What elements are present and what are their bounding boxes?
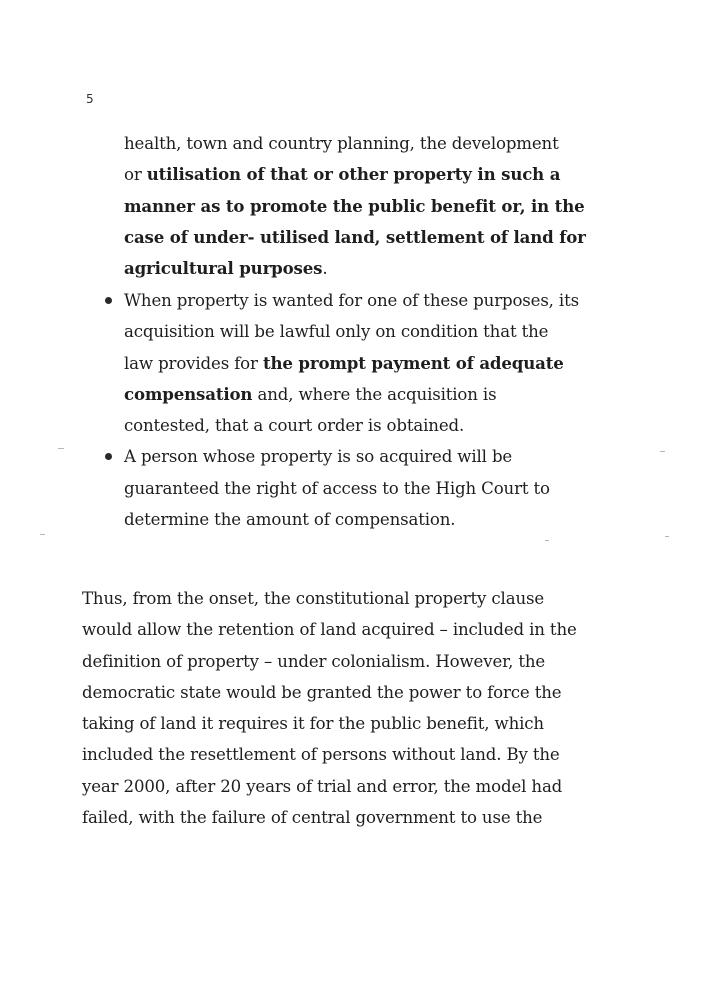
text-line: failed, with the failure of central government to use the bbox=[82, 808, 543, 828]
text-run: determine the amount of compensation. bbox=[124, 510, 456, 530]
text-line: included the resettlement of persons without land. By the bbox=[82, 745, 560, 765]
text-line bbox=[124, 128, 624, 159]
bullet-list bbox=[124, 285, 624, 535]
page-number: 5 bbox=[86, 92, 94, 106]
scan-mark bbox=[665, 536, 669, 537]
text-line bbox=[124, 504, 624, 535]
text-line bbox=[124, 316, 624, 347]
text-line: taking of land it requires it for the public benefit, which bbox=[82, 714, 544, 734]
text-run: When property is wanted for one of these purposes, its bbox=[124, 291, 579, 310]
bold-text-run: case of under- utilised land, settlement of land for bbox=[124, 226, 586, 247]
text-run: contested, that a court order is obtained. bbox=[124, 416, 465, 436]
text-line bbox=[124, 379, 624, 410]
text-line: would allow the retention of land acquired – included in the bbox=[82, 620, 577, 640]
text-line: definition of property – under colonialism. However, the bbox=[82, 651, 546, 671]
bold-text-run: agricultural purposes bbox=[124, 258, 323, 279]
bold-text-run: utilisation of that or other property in such a bbox=[146, 164, 561, 185]
text-run: A person whose property is so acquired will be bbox=[124, 447, 513, 467]
bullet-dot-icon bbox=[105, 297, 112, 304]
text-run: and, where the acquisition is bbox=[252, 384, 497, 404]
text-line bbox=[124, 253, 624, 284]
text-line: Thus, from the onset, the constitutional property clause bbox=[82, 589, 545, 608]
body-paragraph bbox=[82, 583, 622, 833]
text-line bbox=[124, 441, 624, 472]
text-line bbox=[124, 410, 624, 441]
bullet-item bbox=[124, 441, 624, 535]
text-run: health, town and country planning, the development bbox=[124, 134, 559, 153]
text-line bbox=[124, 222, 624, 253]
bullet-item bbox=[124, 285, 624, 441]
text-line: year 2000, after 20 years of trial and error, the model had bbox=[82, 776, 563, 796]
bold-text-run: the prompt payment of adequate bbox=[262, 352, 564, 373]
scan-mark bbox=[545, 540, 549, 541]
bold-text-run: manner as to promote the public benefit or, in the bbox=[124, 195, 585, 216]
scan-mark bbox=[40, 534, 45, 535]
text-run: . bbox=[322, 259, 328, 279]
text-run: law provides for bbox=[124, 353, 263, 373]
scan-mark bbox=[58, 448, 64, 449]
continuation-text bbox=[124, 128, 624, 284]
bold-text-run: compensation bbox=[124, 383, 253, 404]
bullet-dot-icon bbox=[105, 453, 112, 460]
text-line bbox=[124, 191, 624, 222]
text-line: democratic state would be granted the power to force the bbox=[82, 682, 562, 702]
text-line bbox=[124, 159, 624, 190]
text-run: or bbox=[124, 165, 147, 185]
text-run: guaranteed the right of access to the High Court to bbox=[124, 478, 550, 498]
text-line bbox=[124, 348, 624, 379]
text-line bbox=[124, 473, 624, 504]
text-line bbox=[124, 285, 624, 316]
text-run: acquisition will be lawful only on condition that the bbox=[124, 322, 549, 342]
scan-mark bbox=[660, 451, 665, 452]
